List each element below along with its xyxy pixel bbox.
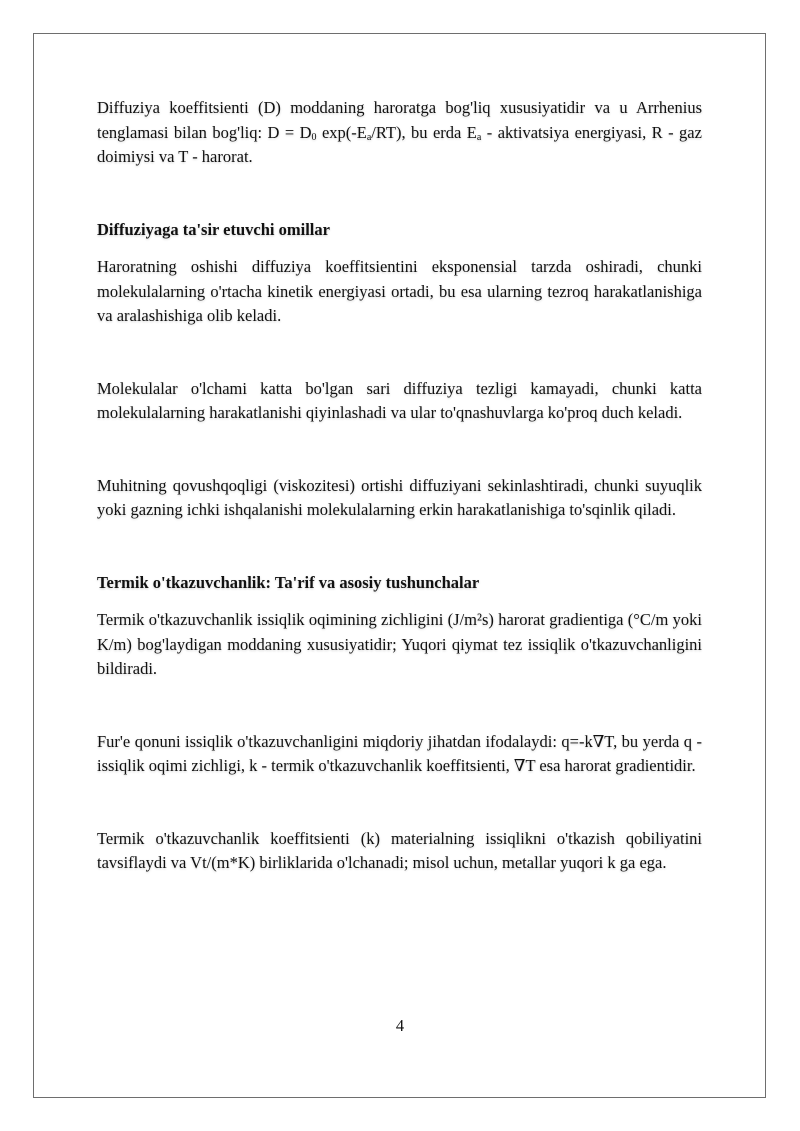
heading-diffusion-factors: Diffuziyaga ta'sir etuvchi omillar [97, 219, 330, 239]
page-number: 4 [395, 1016, 405, 1035]
paragraph-viscosity: Muhitning qovushqoqligi (viskozitesi) ortishi diffuziyani sekinlashtiradi, chunki suyuqlik yoki gazning ichki ishqalanishi molekulalarning erkin harakatlanishiga to'sqinlik qiladi. [97, 475, 702, 519]
paragraph-fourier-law: Fur'e qonuni issiqlik o'tkazuvchanligini miqdoriy jihatdan ifodalaydi: q=-k∇T, bu yerda q - issiqlik oqimi zichligi, k - termik o'tkazuvchanlik koeffitsienti, ∇T esa harorat gradientidir. [97, 731, 702, 775]
paragraph-coefficient: Termik o'tkazuvchanlik koeffitsienti (k) materialning issiqlikni o'tkazish qobiliyatini tavsiflaydi va Vt/(m*K) birliklarida o'lchanadi; misol uchun, metallar yuqori k ga ega. [97, 828, 702, 872]
page-content [97, 96, 702, 876]
paragraph-temperature: Haroratning oshishi diffuziya koeffitsientini eksponensial tarzda oshiradi, chunki molekulalarning o'rtacha kinetik energiyasi ortadi, bu esa ularning tezroq harakatlanishiga va aralashishiga olib keladi. [97, 257, 702, 325]
heading-thermal-conductivity: Termik o'tkazuvchanlik: Ta'rif va asosiy tushunchalar [97, 572, 480, 592]
paragraph-thermal-definition: Termik o'tkazuvchanlik issiqlik oqimining zichligini (J/m²s) harorat gradientiga (°C/m yoki K/m) bog'laydigan moddaning xususiyatidir; Yuqori qiymat tez issiqlik o'tkazuvchanligini bildiradi. [97, 610, 702, 678]
paragraph-molecule-size: Molekulalar o'lchami katta bo'lgan sari diffuziya tezligi kamayadi, chunki katta molekulalarning harakatlanishi qiyinlashadi va ular to'qnashuvlarga ko'proq duch keladi. [97, 378, 702, 422]
paragraph-arrhenius: Diffuziya koeffitsienti (D) moddaning haroratga bog'liq xususiyatidir va u Arrhenius tenglamasi bilan bog'liq: $D = D_0$ $\exp(-E_a/RT)$, bu erda $E_a$ - aktivatsiya energiyasi, R - gaz doimiysi va T - harorat. [97, 98, 702, 166]
